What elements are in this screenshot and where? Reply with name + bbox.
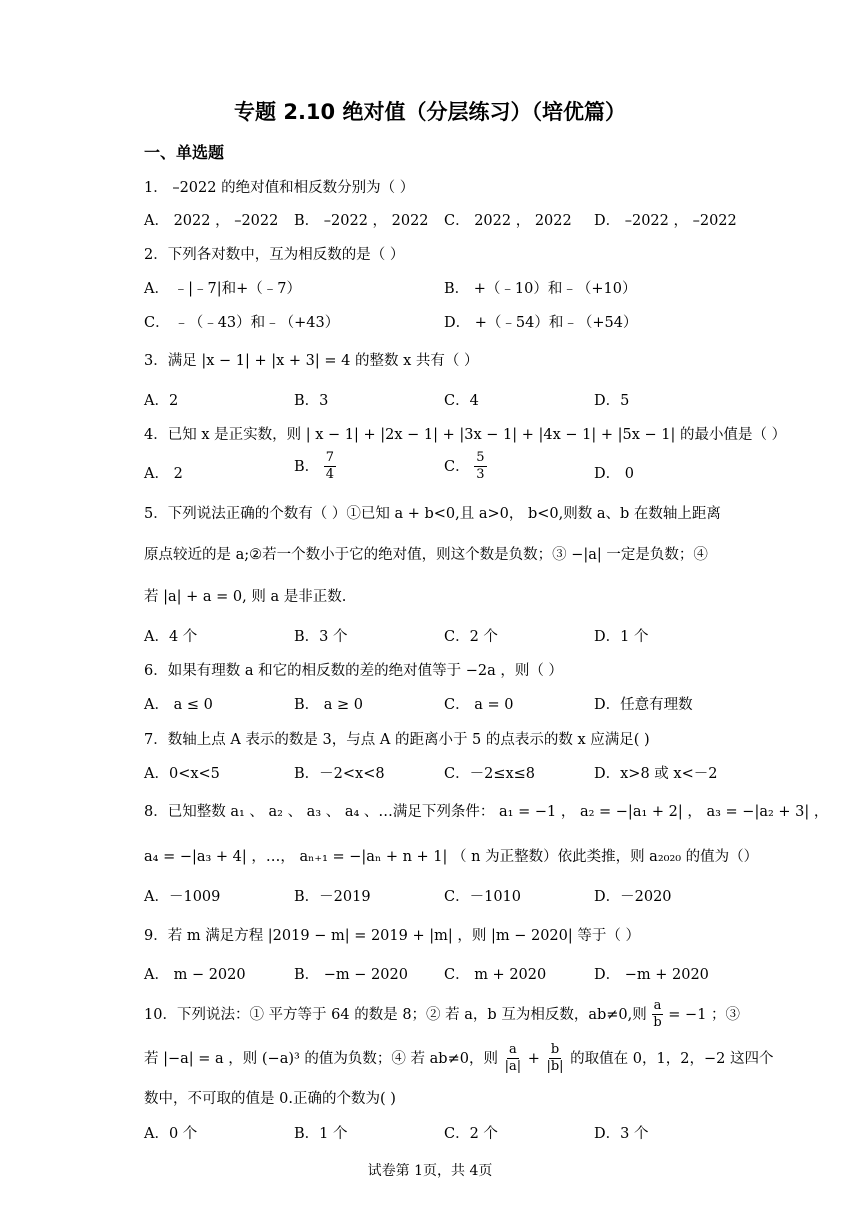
q2-option-c: C． ﹣（﹣43）和﹣（+43） (144, 315, 340, 331)
q4-option-c-label: C． (444, 458, 470, 475)
q8-option-c: C．－1010 (444, 889, 521, 905)
q5-option-c: C．2 个 (444, 629, 498, 645)
question-8-line-2: a₄ = −|a₃ + 4| ，…， aₙ₊₁ = −|aₙ + n + 1| （ n 为正整数）依此类推，则 a₂₀₂₀ 的值为（） (144, 849, 759, 865)
q3-option-c: C．4 (444, 393, 479, 409)
question-1: 1． –2022 的绝对值和相反数分别为（ ） (144, 180, 415, 196)
q1-option-a: A． 2022 ， –2022 (144, 213, 279, 229)
page-footer: 试卷第 1页，共 4页 (367, 1163, 493, 1179)
q4-option-b (294, 450, 336, 484)
q7-option-b: B．－2<x<8 (294, 766, 385, 782)
q10-fraction-a-over-b (651, 998, 663, 1032)
q10-line-1-tail: = −1 ；③ (668, 1006, 741, 1023)
q7-option-a: A．0<x<5 (144, 766, 220, 782)
q2-option-d: D． +（﹣54）和﹣（+54） (444, 315, 638, 331)
q1-option-b: B． –2022 ， 2022 (294, 213, 429, 229)
q2-option-a: A． ﹣|﹣7|和+（﹣7） (144, 281, 301, 297)
q6-option-c: C． a = 0 (444, 697, 514, 713)
fraction-numerator: 5 (474, 450, 486, 467)
q4-option-a: A． 2 (144, 466, 183, 482)
q3-option-d: D．5 (594, 393, 630, 409)
plus-sign: + (527, 1050, 540, 1067)
section-heading: 一、单选题 (144, 143, 225, 162)
fraction-denominator: 4 (325, 467, 335, 483)
q9-option-b: B． −m − 2020 (294, 967, 408, 983)
q4-option-d: D． 0 (594, 466, 634, 482)
question-5-line-1: 5．下列说法正确的个数有（ ）①已知 a + b<0,且 a>0， b<0,则数 a、b 在数轴上距离 (144, 506, 721, 522)
q4-option-c (444, 450, 487, 484)
q3-option-b: B．3 (294, 393, 329, 409)
q10-line-1-text: 10．下列说法：① 平方等于 64 的数是 8；② 若 a，b 互为相反数，ab≠0,则 (144, 1006, 647, 1023)
question-7: 7．数轴上点 A 表示的数是 3，与点 A 的距离小于 5 的点表示的数 x 应满足( ) (144, 732, 650, 748)
q10-option-d: D．3 个 (594, 1126, 649, 1142)
q10-option-c: C．2 个 (444, 1126, 498, 1142)
q6-option-a: A． a ≤ 0 (144, 697, 213, 713)
question-8-line-1: 8．已知整数 a₁ 、 a₂ 、 a₃ 、 a₄ 、…满足下列条件： a₁ = −1 ， a₂ = −|a₁ + 2| ， a₃ = −|a₂ + 3| ， (144, 804, 829, 820)
question-2: 2．下列各对数中，互为相反数的是（ ） (144, 247, 405, 263)
q4-option-c-fraction (474, 450, 486, 484)
q9-option-d: D． −m + 2020 (594, 967, 709, 983)
question-10-line-3: 数中，不可取的值是 0.正确的个数为( ) (144, 1091, 396, 1107)
q1-option-c: C． 2022 ， 2022 (444, 213, 572, 229)
q8-option-d: D．－2020 (594, 889, 672, 905)
q8-option-b: B．－2019 (294, 889, 371, 905)
q3-option-a: A．2 (144, 393, 179, 409)
q4-option-b-fraction (324, 450, 336, 484)
question-4: 4．已知 x 是正实数，则 | x − 1| + |2x − 1| + |3x − 1| + |4x − 1| + |5x − 1| 的最小值是（ ） (144, 427, 787, 443)
question-10-line-2 (144, 1042, 773, 1076)
q10-option-b: B．1 个 (294, 1126, 348, 1142)
question-5-line-3: 若 |a| + a = 0, 则 a 是非正数. (144, 589, 347, 605)
question-3: 3．满足 |x − 1| + |x + 3| = 4 的整数 x 共有（ ） (144, 353, 479, 369)
q9-option-a: A． m − 2020 (144, 967, 246, 983)
question-5-line-2: 原点较近的是 a;②若一个数小于它的绝对值，则这个数是负数；③ −|a| 一定是负数；④ (144, 547, 708, 563)
document-title: 专题 2.10 绝对值（分层练习）（培优篇） (234, 100, 626, 124)
question-6: 6．如果有理数 a 和它的相反数的差的绝对值等于 −2a ，则（ ） (144, 663, 563, 679)
fraction-denominator: |a| (504, 1059, 522, 1075)
question-9: 9．若 m 满足方程 |2019 − m| = 2019 + |m| ，则 |m − 2020| 等于（ ） (144, 928, 640, 944)
fraction-denominator: 3 (476, 467, 485, 483)
q10-option-a: A．0 个 (144, 1126, 198, 1142)
q8-option-a: A．－1009 (144, 889, 221, 905)
q10-line-2-text: 若 |−a| = a ，则 (−a)³ 的值为负数；④ 若 ab≠0，则 (144, 1050, 498, 1067)
q7-option-c: C．－2≤x≤8 (444, 766, 536, 782)
q4-option-b-label: B． (294, 458, 320, 475)
fraction-denominator: b (653, 1015, 662, 1031)
q5-option-b: B．3 个 (294, 629, 348, 645)
q5-option-a: A．4 个 (144, 629, 198, 645)
q6-option-d: D．任意有理数 (594, 697, 693, 713)
q10-line-2-tail: 的取值在 0，1，2，−2 这四个 (570, 1050, 774, 1067)
q9-option-c: C． m + 2020 (444, 967, 547, 983)
q6-option-b: B． a ≥ 0 (294, 697, 364, 713)
q1-option-d: D． –2022 ， –2022 (594, 213, 737, 229)
q10-fraction-b-over-abs-b (544, 1042, 565, 1076)
q5-option-d: D．1 个 (594, 629, 649, 645)
fraction-numerator: a (652, 998, 664, 1015)
fraction-numerator: 7 (324, 450, 336, 467)
fraction-denominator: |b| (546, 1059, 564, 1075)
question-10-line-1 (144, 998, 740, 1032)
q10-fraction-a-over-abs-a (503, 1042, 524, 1076)
q2-option-b: B． +（﹣10）和﹣（+10） (444, 281, 637, 297)
fraction-numerator: a (507, 1042, 519, 1059)
q7-option-d: D．x>8 或 x<－2 (594, 766, 718, 782)
fraction-numerator: b (549, 1042, 561, 1059)
